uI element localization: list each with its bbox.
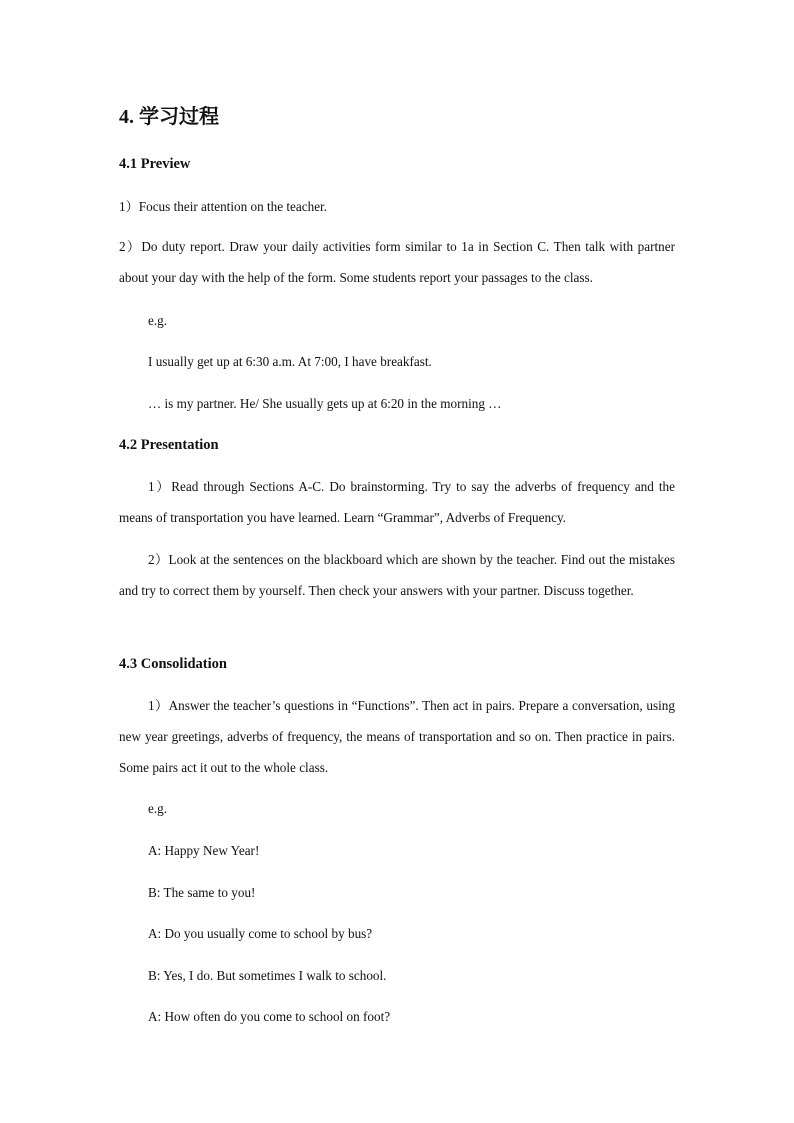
dialogue-line-1: A: Happy New Year! <box>148 843 260 858</box>
presentation-item-1: 1）Read through Sections A-C. Do brainstorming. Try to say the adverbs of frequency and the means of transportation you have learned. Learn “Grammar”, Adverbs of Frequency. <box>119 479 675 525</box>
preview-example-2: … is my partner. He/ She usually gets up at 6:20 in the morning … <box>148 396 502 411</box>
preview-item-2: 2）Do duty report. Draw your daily activities form similar to 1a in Section C. Then talk with partner about your day with the help of the form. Some students report your passages to the class. <box>119 239 675 285</box>
dialogue-line-5: A: How often do you come to school on foot? <box>148 1009 391 1024</box>
section-heading: 4. 学习过程 <box>119 106 219 128</box>
preview-example-1: I usually get up at 6:30 a.m. At 7:00, I have breakfast. <box>148 354 432 369</box>
preview-item-1: 1）Focus their attention on the teacher. <box>119 199 328 214</box>
consolidation-eg-label: e.g. <box>148 801 168 816</box>
dialogue-line-3: A: Do you usually come to school by bus? <box>148 926 373 941</box>
preview-heading: 4.1 Preview <box>119 156 191 172</box>
consolidation-heading: 4.3 Consolidation <box>119 656 227 672</box>
dialogue-line-4: B: Yes, I do. But sometimes I walk to school. <box>148 968 387 983</box>
dialogue-line-2: B: The same to you! <box>148 885 256 900</box>
consolidation-item-1: 1）Answer the teacher’s questions in “Functions”. Then act in pairs. Prepare a conversation, using new year greetings, adverbs of frequency, the means of transportation and so on. Then practice in pairs. Some pairs act it out to the whole class. <box>119 698 675 775</box>
presentation-item-2: 2）Look at the sentences on the blackboard which are shown by the teacher. Find out the mistakes and try to correct them by yourself. Then check your answers with your partner. Discuss together. <box>119 552 675 598</box>
preview-eg-label: e.g. <box>148 313 168 328</box>
presentation-heading: 4.2 Presentation <box>119 437 219 453</box>
